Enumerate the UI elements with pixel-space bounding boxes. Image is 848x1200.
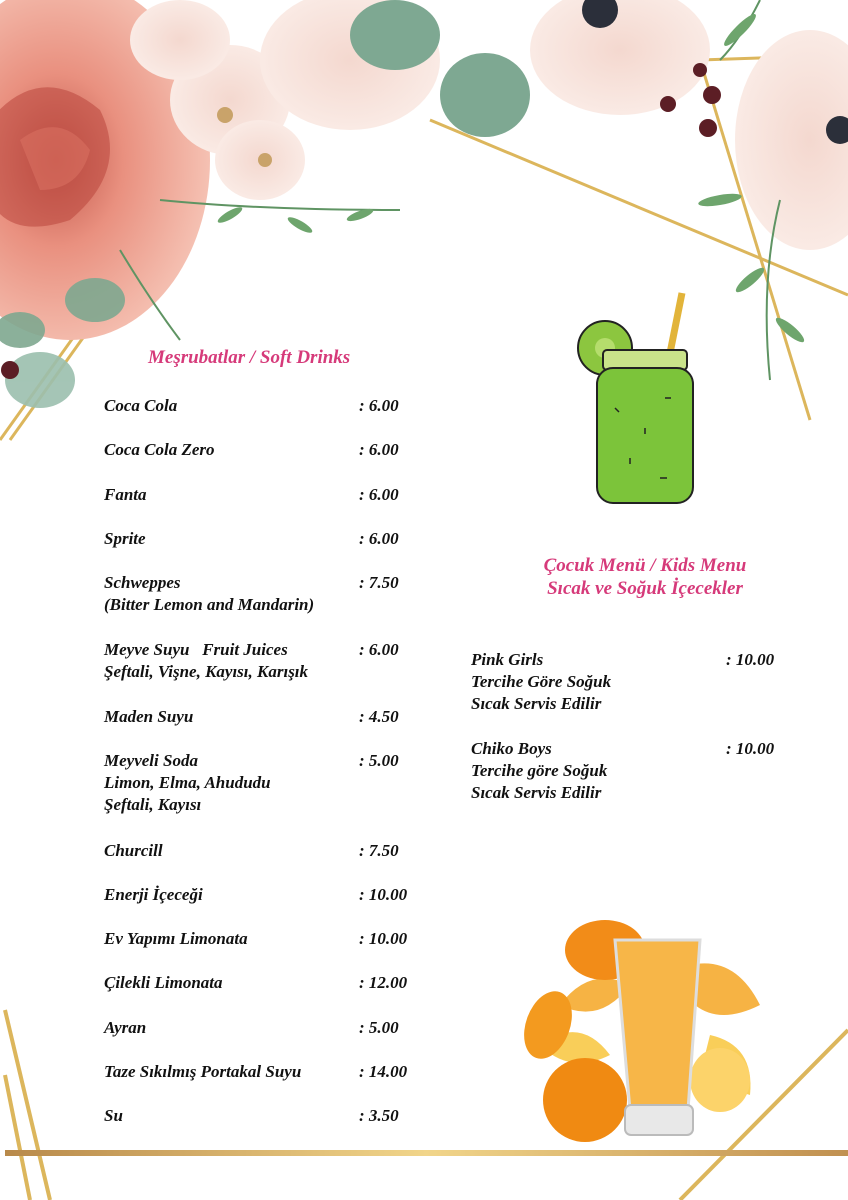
menu-item-description: Şeftali, Vişne, Kayısı, Karışık	[104, 662, 309, 681]
menu-item	[104, 750, 271, 816]
gold-bottom-bar	[5, 1150, 848, 1156]
menu-item-name: Taze Sıkılmış Portakal Suyu	[104, 1062, 302, 1081]
gold-lines-top	[0, 55, 848, 440]
menu-item-price: : 5.00	[359, 751, 399, 770]
menu-item-description: Limon, Elma, Ahududu	[104, 773, 271, 792]
menu-item-name: Coca Cola	[104, 396, 178, 415]
menu-item-description: Şeftali, Kayısı	[104, 795, 202, 814]
kids-menu-title-line1: Çocuk Menü / Kids Menu	[543, 555, 747, 576]
menu-item-name: Çilekli Limonata	[104, 973, 223, 992]
menu-item-price: : 10.00	[359, 885, 408, 904]
menu-item-name: Meyveli Soda	[104, 751, 198, 770]
menu-item-description: Tercihe göre Soğuk	[471, 761, 608, 780]
menu-item-price: : 12.00	[359, 973, 408, 992]
menu-item	[471, 649, 611, 715]
menu-item-price: : 6.00	[359, 440, 399, 459]
soft-drinks-title: Meşrubatlar / Soft Drinks	[148, 347, 351, 368]
menu-item	[104, 1061, 301, 1083]
menu-item-name: Coca Cola Zero	[104, 440, 215, 459]
menu-item-price: : 6.00	[359, 529, 399, 548]
menu-item-price: : 10.00	[726, 650, 775, 669]
menu-item	[104, 439, 215, 461]
menu-item-name: Churcill	[104, 841, 163, 860]
menu-item-name: Fanta	[104, 485, 147, 504]
menu-item	[104, 840, 163, 862]
menu-item	[104, 639, 308, 683]
menu-item-name: Ayran	[104, 1018, 147, 1037]
menu-item	[104, 706, 193, 728]
menu-item-price: : 5.00	[359, 1018, 399, 1037]
menu-item-description: Tercihe Göre Soğuk	[471, 672, 612, 691]
kids-menu-title-line2: Sıcak ve Soğuk İçecekler	[547, 578, 743, 599]
menu-item-name: Chiko Boys	[471, 739, 552, 758]
menu-item-price: : 6.00	[359, 485, 399, 504]
menu-item	[104, 1105, 123, 1127]
kiwi-smoothie-image	[575, 288, 695, 513]
orange-juice-image	[520, 895, 770, 1145]
kids-menu-title	[470, 554, 820, 600]
menu-item-name: Schweppes	[104, 573, 181, 592]
menu-item-name: Meyve Suyu Fruit Juices	[104, 640, 288, 659]
menu-item	[104, 484, 147, 506]
menu-item-price: : 6.00	[359, 640, 399, 659]
menu-item-name: Ev Yapımı Limonata	[104, 929, 248, 948]
menu-item-description: Sıcak Servis Edilir	[471, 783, 602, 802]
menu-item	[104, 395, 177, 417]
menu-item-name: Pink Girls	[471, 650, 544, 669]
menu-item-price: : 7.50	[359, 841, 399, 860]
menu-item	[104, 1017, 146, 1039]
menu-item-price: : 7.50	[359, 573, 399, 592]
menu-item-name: Enerji İçeceği	[104, 885, 203, 904]
menu-item	[104, 884, 203, 906]
menu-item-price: : 14.00	[359, 1062, 408, 1081]
rose-illustration	[0, 0, 210, 340]
menu-item-price: : 3.50	[359, 1106, 399, 1125]
menu-item	[471, 738, 607, 804]
menu-item-name: Maden Suyu	[104, 707, 194, 726]
menu-item	[104, 572, 314, 616]
menu-item-price: : 10.00	[359, 929, 408, 948]
menu-item-description: Sıcak Servis Edilir	[471, 694, 602, 713]
menu-item	[104, 528, 146, 550]
menu-item-name: Su	[104, 1106, 123, 1125]
menu-item-name: Sprite	[104, 529, 146, 548]
menu-item-price: : 10.00	[726, 739, 775, 758]
menu-item	[104, 928, 248, 950]
menu-item-price: : 4.50	[359, 707, 399, 726]
menu-item-price: : 6.00	[359, 396, 399, 415]
menu-item-description: (Bitter Lemon and Mandarin)	[104, 595, 315, 614]
menu-item	[104, 972, 223, 994]
